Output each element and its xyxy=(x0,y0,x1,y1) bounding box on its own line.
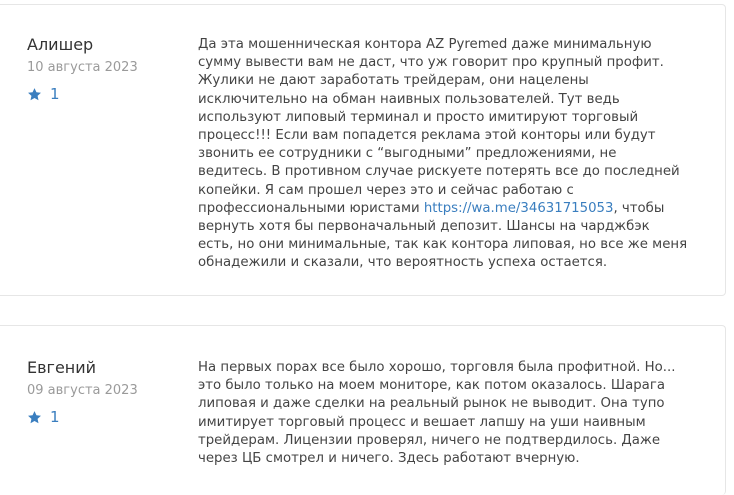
review-text-part: Да эта мошенническая контора AZ Pyremed даже минимальную сумму вывести вам не даст, что уж говорит про крупный профит. Жулики не дают заработать трейдерам, они нацелены исключительно на обман наивных пользователей. Тут ведь используют липовый терминал и просто имитируют торговый процесс!!! Если вам попадется реклама этой конторы или будут звонить ее сотрудники с “выгодными” предложениями, не ведитесь. В противном случае рискуете потерять все до последней копейки. Я сам прошел через это и сейчас работаю с профессиональными юристами xyxy=(198,37,680,216)
review-meta xyxy=(27,358,138,426)
review-rating xyxy=(27,408,138,426)
review-text: На первых порах все было хорошо, торговля была профитной. Но... это было только на моем мониторе, как потом оказалось. Шарага липовая и даже сделки на реальный рынок не выводит. Она тупо имитирует торговый процесс и вешает лапшу на уши наивным трейдерам. Лицензии проверял, ничего не подтвердилось. Даже через ЦБ смотрел и ничего. Здесь работают вчерную. xyxy=(198,360,676,467)
review-rating xyxy=(27,85,138,103)
star-icon xyxy=(27,87,42,102)
rating-value: 1 xyxy=(50,408,60,426)
review-author: Алишер xyxy=(27,35,94,54)
review-text-part: , чтобы вернуть хотя бы первоначальный депозит. Шансы на чарджбэк есть, но они минимальные, так как контора липовая, но все же меня обнадежили и сказали, что вероятность успеха остается. xyxy=(198,200,688,271)
review-author: Евгений xyxy=(27,358,97,377)
review-link[interactable]: https://wa.me/34631715053 xyxy=(423,200,614,216)
review-date: 10 августа 2023 xyxy=(27,60,138,75)
review-text xyxy=(198,36,688,273)
review-meta xyxy=(27,35,138,103)
review-date: 09 августа 2023 xyxy=(27,383,138,398)
rating-value: 1 xyxy=(50,85,60,103)
star-icon xyxy=(27,410,42,425)
